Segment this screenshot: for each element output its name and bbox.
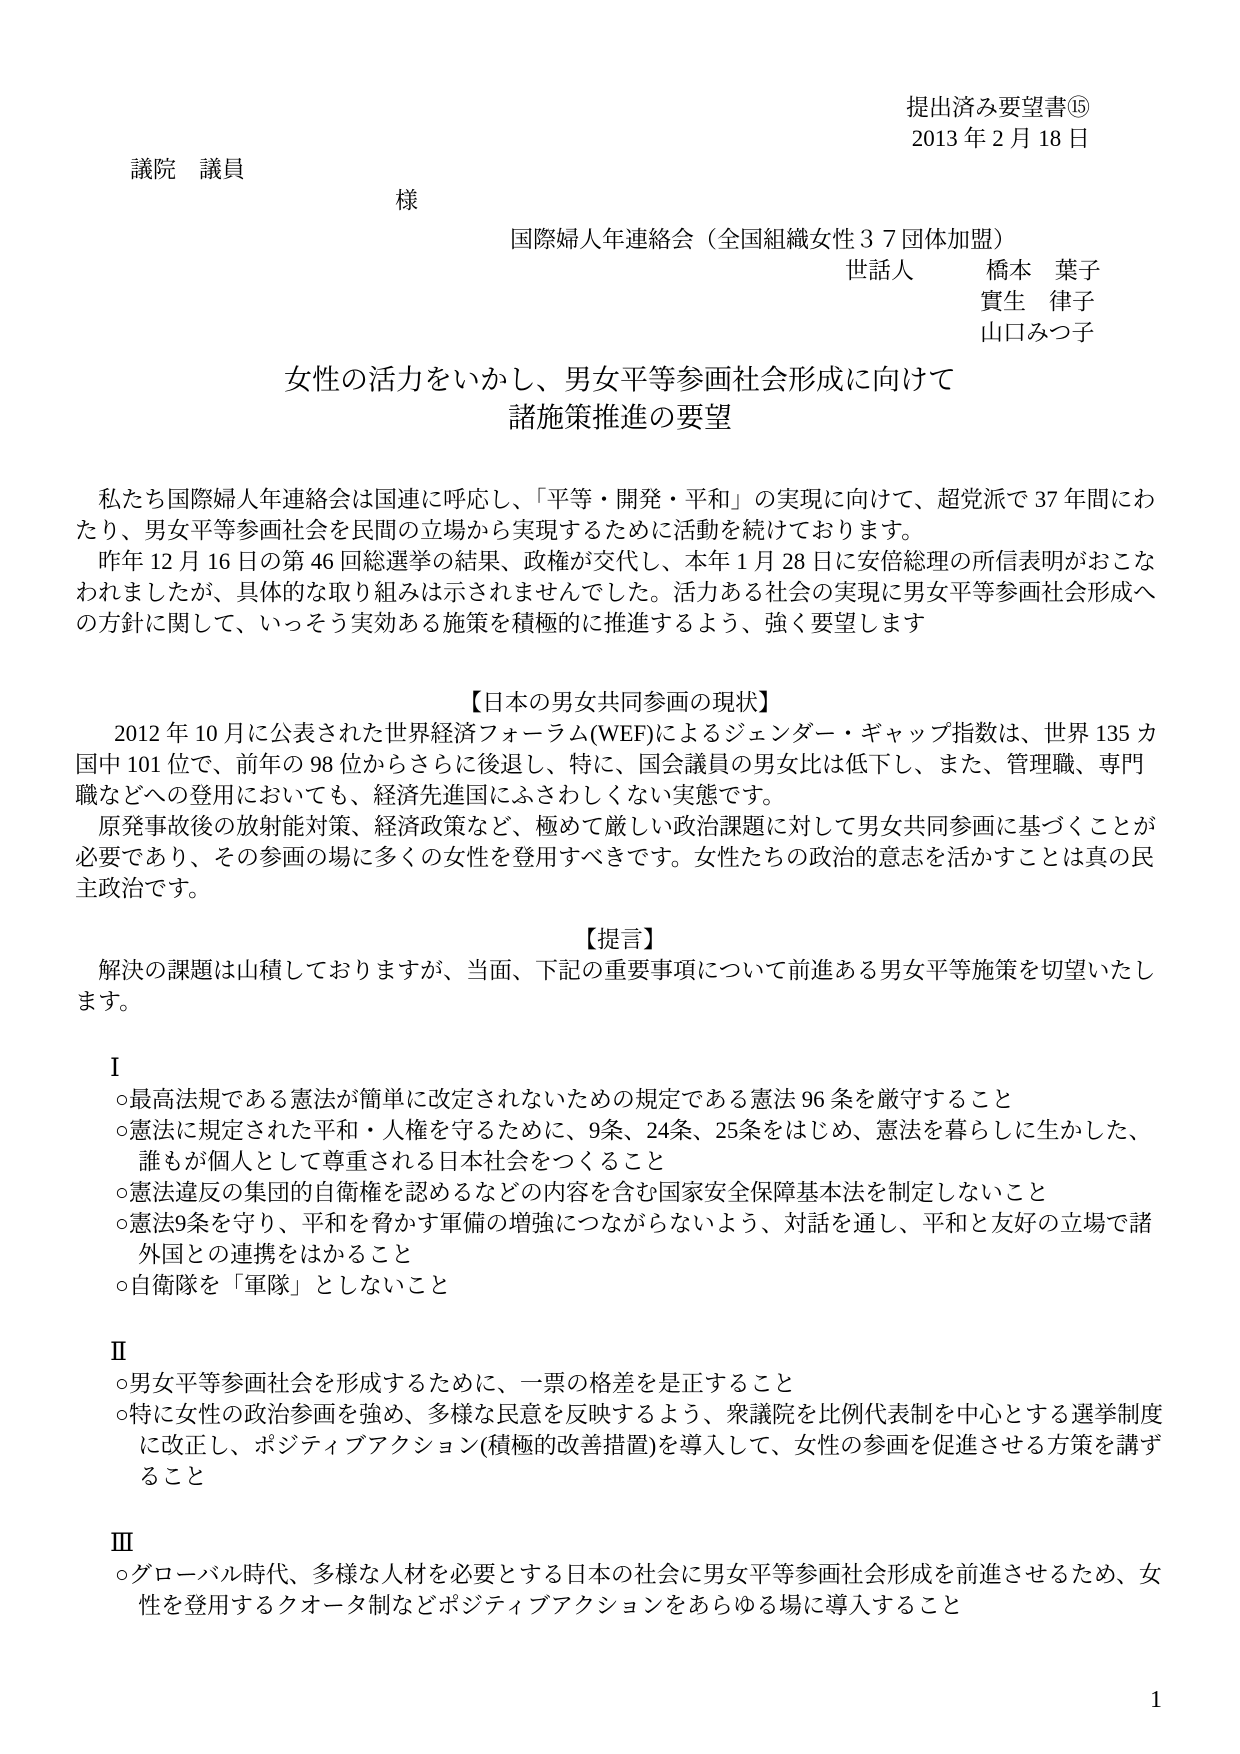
addressee-recipient: 議院 議員 xyxy=(130,157,245,182)
addressee-honorific: 様 xyxy=(395,188,418,213)
sender-block xyxy=(75,224,1165,348)
proposal-item: ○憲法に規定された平和・人権を守るために、9条、24条、25条をはじめ、憲法を暮らしに生かした、誰もが個人として尊重される日本社会をつくること xyxy=(115,1118,1152,1174)
proposal-group-1 xyxy=(75,1053,1165,1301)
status-paragraph: 原発事故後の放射能対策、経済政策など、極めて厳しい政治課題に対して男女共同参画に基づくことが必要であり、その参画の場に多くの女性を登用すべきです。女性たちの政治的意志を活かすことは真の民主政治です。 xyxy=(75,814,1156,901)
document-title-line1: 女性の活力をいかし、男女平等参画社会形成に向けて xyxy=(283,365,956,396)
status-section xyxy=(75,687,1165,904)
page-number: 1 xyxy=(1150,1687,1162,1713)
proposal-item: ○特に女性の政治参画を強め、多様な民意を反映するよう、衆議院を比例代表制を中心とする選挙制度に改正し、ポジティブアクション(積極的改善措置)を導入して、女性の参画を促進させる方策を講ずること xyxy=(115,1402,1163,1489)
proposal-group-3 xyxy=(75,1528,1165,1621)
document-title-line2: 諸施策推進の要望 xyxy=(507,403,732,434)
document-header xyxy=(75,92,1165,154)
proposal-item: ○憲法9条を守り、平和を脅かす軍備の増強につながらないよう、対話を通し、平和と友好の立場で諸外国との連携をはかること xyxy=(115,1211,1152,1267)
proposal-item: ○自衛隊を「軍隊」としないこと xyxy=(115,1273,451,1298)
group-numeral: Ⅱ xyxy=(110,1339,127,1366)
proposal-group-2 xyxy=(75,1337,1165,1492)
group-numeral: Ⅲ xyxy=(110,1530,135,1557)
sender-role-row xyxy=(845,255,1165,286)
sender-organization: 国際婦人年連絡会（全国組織女性３７団体加盟） xyxy=(510,227,1016,252)
sender-name: 山口みつ子 xyxy=(980,320,1095,345)
proposal-item: ○最高法規である憲法が簡単に改定されないための規定である憲法 96 条を厳守すること xyxy=(115,1087,1015,1112)
document-title xyxy=(75,362,1165,438)
sender-name: 實生 律子 xyxy=(980,289,1095,314)
document-date: 2013 年 2 月 18 日 xyxy=(911,126,1090,151)
group-numeral: Ⅰ xyxy=(110,1055,120,1082)
group-items xyxy=(75,1559,1165,1621)
proposal-section-heading: 【提言】 xyxy=(574,927,666,952)
status-paragraph: 2012 年 10 月に公表された世界経済フォーラム(WEF)によるジェンダー・ギャップ指数は、世界 135 カ国中 101 位で、前年の 98 位からさらに後退し、特に、国会議員の男女比は低下し、また、管理職、専門職などへの登用においても、経済先進国にふさわしくない実態です。 xyxy=(75,721,1159,808)
proposal-lead-paragraph: 解決の課題は山積しておりますが、当面、下記の重要事項について前進ある男女平等施策を切望いたします。 xyxy=(75,958,1156,1014)
status-section-heading: 【日本の男女共同参画の現状】 xyxy=(459,690,781,715)
sender-role: 世話人 xyxy=(845,258,914,283)
addressee-block xyxy=(75,154,1165,216)
sender-name: 橋本 葉子 xyxy=(985,258,1101,283)
proposal-section xyxy=(75,924,1165,1017)
group-items xyxy=(75,1368,1165,1492)
submitted-request-label: 提出済み要望書⑮ xyxy=(906,95,1090,120)
intro-paragraph: 私たち国際婦人年連絡会は国連に呼応し、「平等・開発・平和」の実現に向けて、超党派で 37 年間にわたり、男女平等参画社会を民間の立場から実現するために活動を続けております。 xyxy=(75,487,1156,543)
proposal-item: ○グローバル時代、多様な人材を必要とする日本の社会に男女平等参画社会形成を前進させるため、女性を登用するクオータ制などポジティブアクションをあらゆる場に導入すること xyxy=(115,1562,1162,1618)
group-items xyxy=(75,1084,1165,1301)
proposal-item: ○憲法違反の集団的自衛権を認めるなどの内容を含む国家安全保障基本法を制定しないこと xyxy=(115,1180,1049,1205)
proposal-item: ○男女平等参画社会を形成するために、一票の格差を是正すること xyxy=(115,1371,796,1396)
intro-paragraph: 昨年 12 月 16 日の第 46 回総選挙の結果、政権が交代し、本年 1 月 28 日に安倍総理の所信表明がおこなわれましたが、具体的な取り組みは示されませんでした。活力ある社会の実現に男女平等参画社会形成への方針に関して、いっそう実効ある施策を積極的に推進するよう、強く要望します xyxy=(75,549,1156,636)
intro-section xyxy=(75,484,1165,639)
